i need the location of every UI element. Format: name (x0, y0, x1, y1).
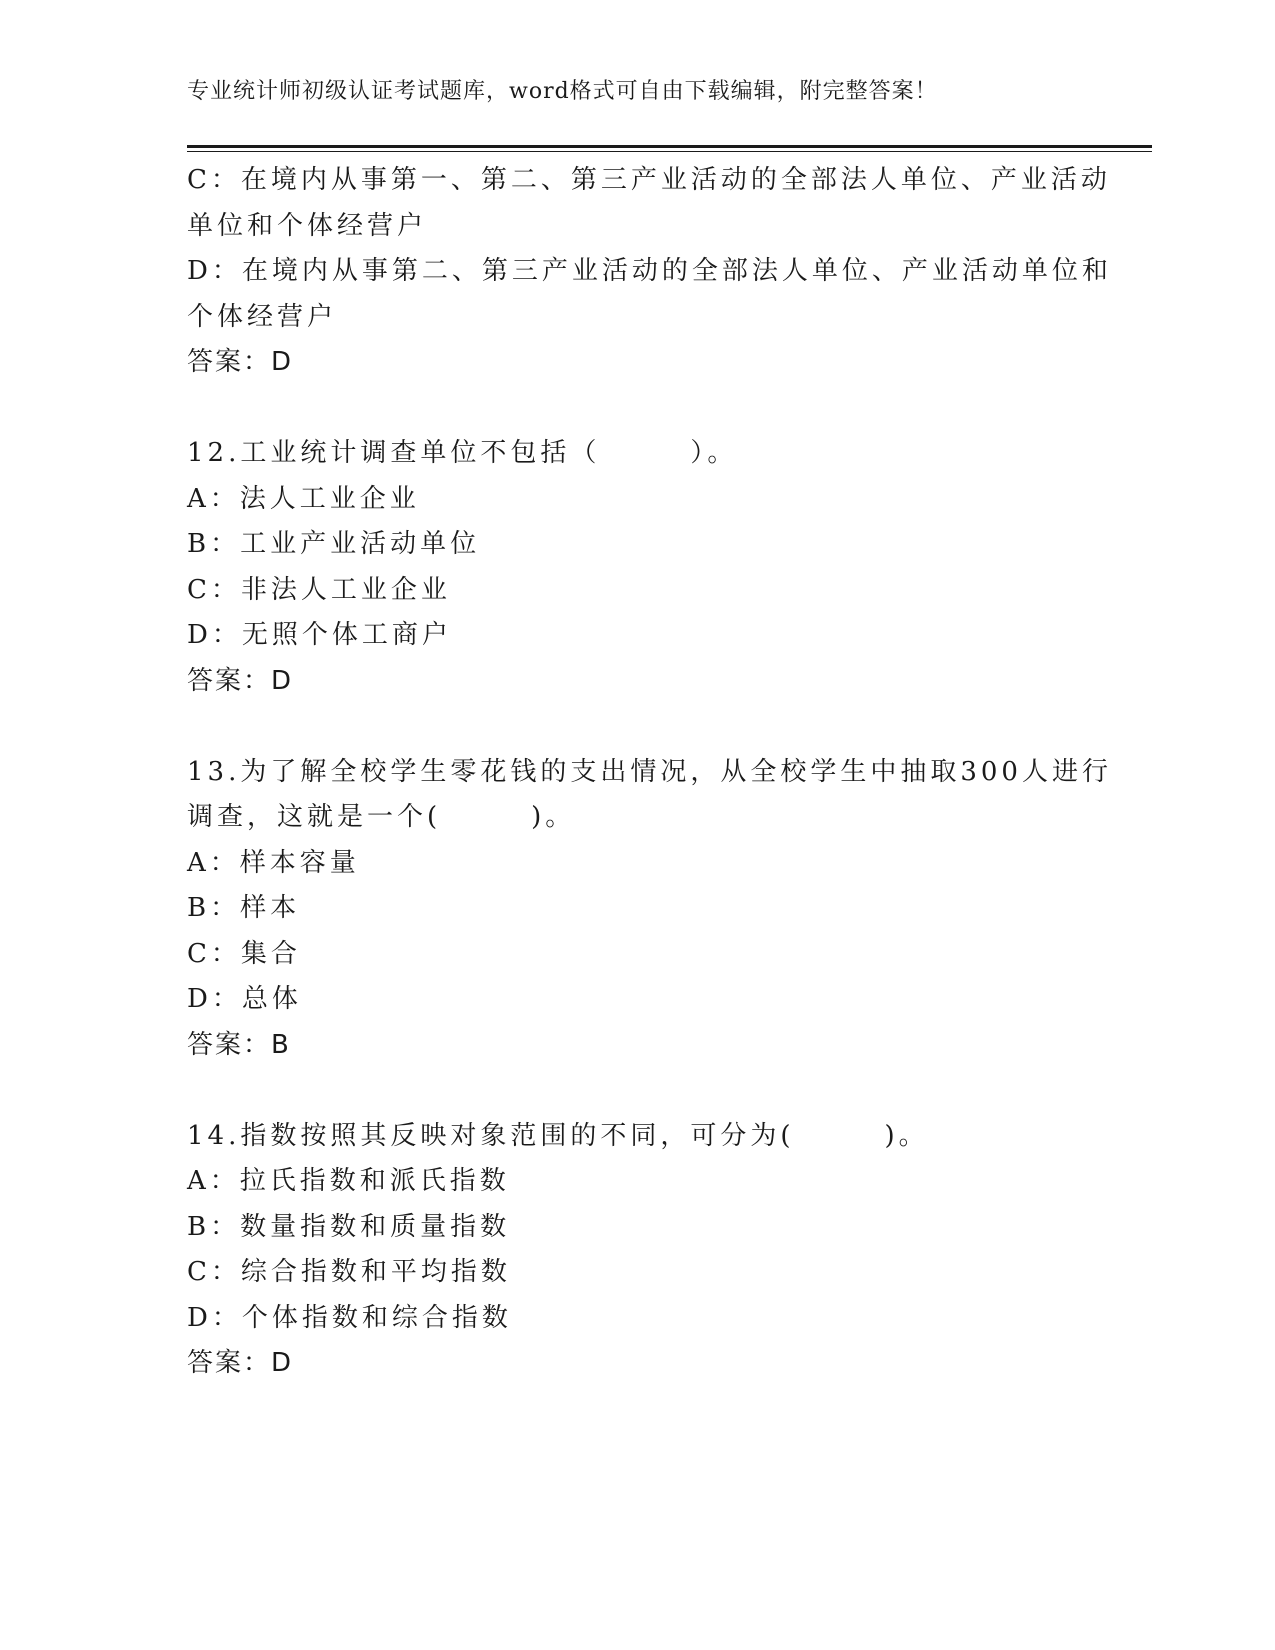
option-b: B：样本 (187, 893, 301, 923)
spacer (187, 704, 1077, 750)
spacer (187, 386, 1077, 432)
spacer (187, 1068, 1077, 1114)
option-c-line2: 单位和个体经营户 (187, 210, 428, 241)
document-body (187, 158, 1112, 1387)
question-13 (187, 750, 1112, 1069)
question-stem: 14.指数按照其反映对象范围的不同，可分为( )。 (187, 1120, 929, 1151)
option-c: C：非法人工业企业 (187, 574, 451, 605)
option-a: A：拉氏指数和派氏指数 (187, 1166, 510, 1196)
document-header: 专业统计师初级认证考试题库，word格式可自由下载编辑，附完整答案！ (187, 79, 938, 104)
previous-question-continuation (187, 158, 1112, 386)
option-c-line1: C：在境内从事第一、第二、第三产业活动的全部法人单位、产业活动 (187, 165, 1111, 195)
option-d: D：个体指数和综合指数 (187, 1302, 512, 1333)
option-a: A：法人工业企业 (187, 483, 420, 514)
answer: 答案：B (187, 1029, 291, 1060)
option-a: A：样本容量 (187, 847, 360, 878)
answer: 答案：D (187, 665, 294, 696)
question-stem-line2: 调查，这就是一个( )。 (187, 802, 576, 832)
option-c: C：综合指数和平均指数 (187, 1257, 511, 1287)
header-rule-thin (187, 151, 1152, 152)
question-14 (187, 1114, 1077, 1387)
option-d: D：总体 (187, 984, 302, 1014)
option-c: C：集合 (187, 938, 301, 969)
option-d: D：无照个体工商户 (187, 620, 452, 650)
option-d-line1: D：在境内从事第二、第三产业活动的全部法人单位、产业活动单位和 (187, 256, 1112, 286)
header-rule-thick (187, 145, 1152, 148)
answer: 答案：D (187, 1348, 294, 1378)
option-d-line2: 个体经营户 (187, 301, 338, 332)
question-stem: 12.工业统计调查单位不包括（ ）。 (187, 438, 738, 468)
option-b: B：数量指数和质量指数 (187, 1211, 511, 1242)
question-12 (187, 431, 1077, 704)
option-b: B：工业产业活动单位 (187, 529, 481, 559)
answer: 答案：D (187, 347, 294, 377)
question-stem-line1: 13.为了解全校学生零花钱的支出情况，从全校学生中抽取300人进行 (187, 756, 1112, 787)
